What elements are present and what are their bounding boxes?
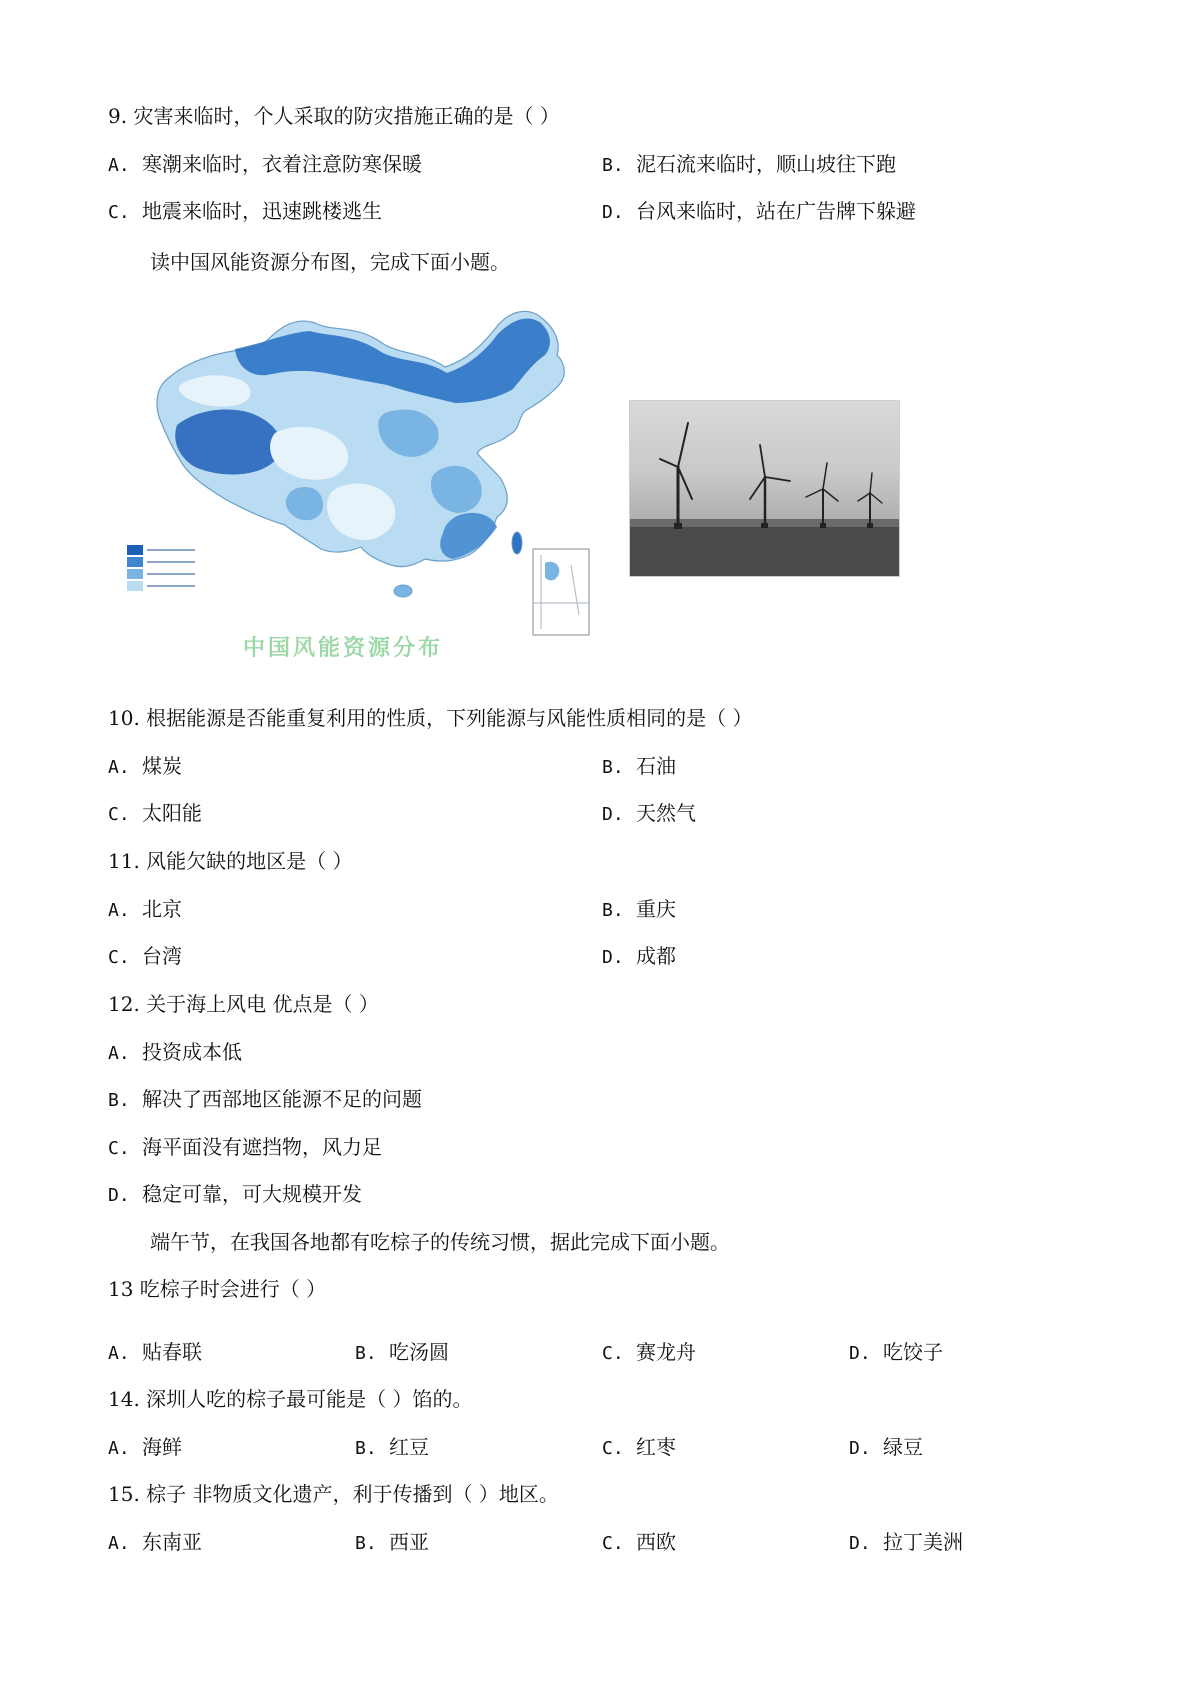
q15-option-d[interactable] bbox=[849, 1528, 963, 1558]
question-14-stem: 14. 深圳人吃的棕子最可能是（ ）馅的。 bbox=[108, 1387, 473, 1411]
option-letter: D. bbox=[602, 202, 624, 223]
option-text: 泥石流来临时，顺山坡往下跑 bbox=[636, 152, 896, 176]
q14-option-c[interactable] bbox=[602, 1433, 676, 1463]
option-letter: D. bbox=[602, 804, 624, 825]
q9-option-b[interactable] bbox=[602, 150, 896, 180]
wind-energy-map-figure bbox=[125, 293, 599, 667]
option-text: 台湾 bbox=[142, 944, 182, 968]
map-legend bbox=[127, 545, 195, 591]
q11-option-c[interactable] bbox=[108, 942, 182, 972]
question-13-stem: 13 吃棕子时会进行（ ） bbox=[108, 1277, 327, 1301]
option-letter: C. bbox=[108, 202, 130, 223]
q11-option-d[interactable] bbox=[602, 942, 676, 972]
option-letter: B. bbox=[355, 1533, 377, 1554]
option-letter: C. bbox=[108, 947, 130, 968]
q12-option-d[interactable] bbox=[108, 1180, 362, 1210]
option-letter: D. bbox=[849, 1533, 871, 1554]
option-letter: B. bbox=[602, 900, 624, 921]
option-text: 天然气 bbox=[636, 801, 696, 825]
option-letter: C. bbox=[602, 1533, 624, 1554]
option-text: 地震来临时，迅速跳楼逃生 bbox=[142, 199, 382, 223]
option-text: 拉丁美洲 bbox=[883, 1530, 963, 1554]
question-11-stem: 11. 风能欠缺的地区是（ ） bbox=[108, 849, 353, 873]
option-letter: A. bbox=[108, 155, 130, 176]
option-text: 寒潮来临时，衣着注意防寒保暖 bbox=[142, 152, 422, 176]
map-caption: 中国风能资源分布 bbox=[243, 636, 444, 661]
question-12-stem: 12. 关于海上风电 优点是（ ） bbox=[108, 992, 379, 1016]
option-text: 红枣 bbox=[636, 1435, 676, 1459]
q9-option-d[interactable] bbox=[602, 197, 916, 227]
q12-option-c[interactable] bbox=[108, 1133, 382, 1163]
option-text: 贴春联 bbox=[142, 1340, 202, 1364]
option-text: 红豆 bbox=[389, 1435, 429, 1459]
q10-option-a[interactable] bbox=[108, 752, 182, 782]
q10-option-d[interactable] bbox=[602, 799, 696, 829]
option-letter: D. bbox=[849, 1343, 871, 1364]
offshore-wind-turbines-photo bbox=[629, 400, 900, 577]
option-text: 稳定可靠，可大规模开发 bbox=[142, 1182, 362, 1206]
option-letter: B. bbox=[355, 1343, 377, 1364]
option-text: 西欧 bbox=[636, 1530, 676, 1554]
option-letter: C. bbox=[108, 804, 130, 825]
option-text: 重庆 bbox=[636, 897, 676, 921]
option-letter: D. bbox=[108, 1185, 130, 1206]
q13-option-b[interactable] bbox=[355, 1338, 449, 1368]
option-text: 吃饺子 bbox=[883, 1340, 943, 1364]
option-text: 赛龙舟 bbox=[636, 1340, 696, 1364]
q14-option-d[interactable] bbox=[849, 1433, 923, 1463]
option-letter: A. bbox=[108, 1438, 130, 1459]
option-text: 煤炭 bbox=[142, 754, 182, 778]
q11-option-a[interactable] bbox=[108, 895, 182, 925]
option-letter: A. bbox=[108, 1043, 130, 1064]
option-letter: B. bbox=[355, 1438, 377, 1459]
option-text: 台风来临时，站在广告牌下躲避 bbox=[636, 199, 916, 223]
q9-option-a[interactable] bbox=[108, 150, 422, 180]
option-text: 海鲜 bbox=[142, 1435, 182, 1459]
question-10-stem: 10. 根据能源是否能重复利用的性质，下列能源与风能性质相同的是（ ） bbox=[108, 706, 753, 730]
option-letter: A. bbox=[108, 1533, 130, 1554]
option-text: 解决了西部地区能源不足的问题 bbox=[142, 1087, 422, 1111]
q15-option-b[interactable] bbox=[355, 1528, 429, 1558]
south-china-sea-inset bbox=[533, 549, 589, 635]
option-letter: A. bbox=[108, 757, 130, 778]
q15-option-a[interactable] bbox=[108, 1528, 202, 1558]
option-letter: C. bbox=[108, 1138, 130, 1159]
option-letter: A. bbox=[108, 900, 130, 921]
option-letter: B. bbox=[108, 1090, 130, 1111]
q9-option-c[interactable] bbox=[108, 197, 382, 227]
option-letter: C. bbox=[602, 1343, 624, 1364]
intro-dragon-boat: 端午节，在我国各地都有吃棕子的传统习惯，据此完成下面小题。 bbox=[150, 1230, 730, 1254]
q12-option-a[interactable] bbox=[108, 1038, 242, 1068]
q13-option-c[interactable] bbox=[602, 1338, 696, 1368]
option-text: 绿豆 bbox=[883, 1435, 923, 1459]
q14-option-a[interactable] bbox=[108, 1433, 182, 1463]
option-text: 东南亚 bbox=[142, 1530, 202, 1554]
option-letter: B. bbox=[602, 155, 624, 176]
option-letter: C. bbox=[602, 1438, 624, 1459]
option-text: 太阳能 bbox=[142, 801, 202, 825]
option-letter: B. bbox=[602, 757, 624, 778]
q10-option-b[interactable] bbox=[602, 752, 676, 782]
china-wind-map bbox=[125, 293, 599, 667]
q14-option-b[interactable] bbox=[355, 1433, 429, 1463]
question-15-stem: 15. 棕子 非物质文化遗产，利于传播到（ ）地区。 bbox=[108, 1482, 559, 1506]
q15-option-c[interactable] bbox=[602, 1528, 676, 1558]
option-text: 吃汤圆 bbox=[389, 1340, 449, 1364]
q11-option-b[interactable] bbox=[602, 895, 676, 925]
q10-option-c[interactable] bbox=[108, 799, 202, 829]
option-letter: D. bbox=[849, 1438, 871, 1459]
option-text: 成都 bbox=[636, 944, 676, 968]
question-9-stem: 9. 灾害来临时，个人采取的防灾措施正确的是（ ） bbox=[108, 104, 560, 128]
option-text: 西亚 bbox=[389, 1530, 429, 1554]
option-letter: A. bbox=[108, 1343, 130, 1364]
intro-wind-map: 读中国风能资源分布图，完成下面小题。 bbox=[150, 250, 510, 274]
q13-option-d[interactable] bbox=[849, 1338, 943, 1368]
option-letter: D. bbox=[602, 947, 624, 968]
q13-option-a[interactable] bbox=[108, 1338, 202, 1368]
option-text: 投资成本低 bbox=[142, 1040, 242, 1064]
q12-option-b[interactable] bbox=[108, 1085, 422, 1115]
option-text: 北京 bbox=[142, 897, 182, 921]
option-text: 石油 bbox=[636, 754, 676, 778]
option-text: 海平面没有遮挡物，风力足 bbox=[142, 1135, 382, 1159]
